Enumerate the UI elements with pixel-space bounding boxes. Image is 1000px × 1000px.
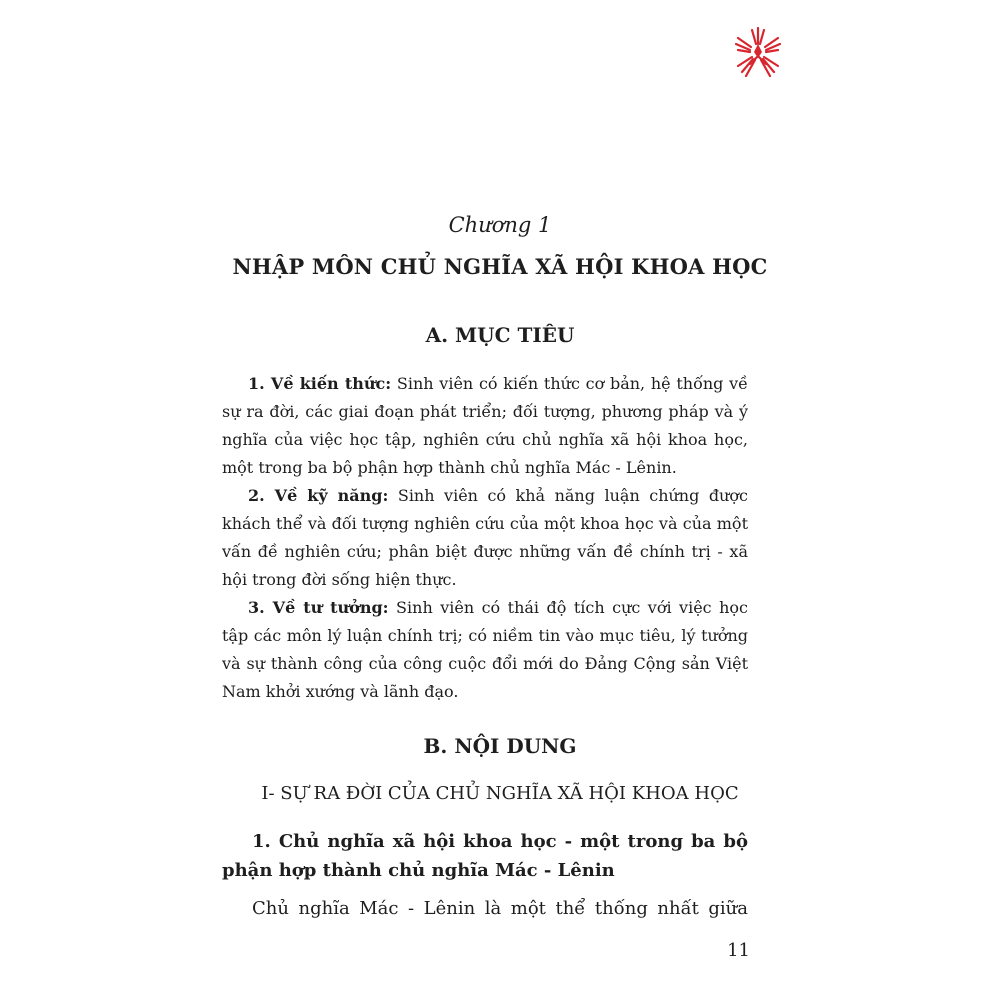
objectives-body — [222, 370, 748, 706]
objective-label: 3. Về tư tưởng: — [248, 598, 389, 617]
subsection-heading-text: 1. Chủ nghĩa xã hội khoa học - một trong ba bộ phận hợp thành chủ nghĩa Mác - Lênin — [222, 831, 748, 881]
objective-label: 1. Về kiến thức: — [248, 374, 392, 393]
page-number: 11 — [727, 940, 750, 961]
objective-knowledge — [222, 370, 748, 482]
body-text-line — [222, 894, 748, 923]
chapter-title: NHẬP MÔN CHỦ NGHĨA XÃ HỘI KHOA HỌC — [232, 254, 768, 279]
objective-ideology — [222, 594, 748, 706]
subsection-title: I- SỰ RA ĐỜI CỦA CHỦ NGHĨA XÃ HỘI KHOA HỌC — [261, 783, 739, 804]
objective-label: 2. Về kỹ năng: — [248, 486, 389, 505]
subsection-heading — [222, 827, 748, 885]
section-a-title: A. MỤC TIÊU — [425, 323, 575, 347]
objective-text: Sinh viên có thái độ tích cực với việc học tập các môn lý luận chính trị; có niềm tin vào mục tiêu, lý tưởng và sự thành công của công cuộc đổi mới do Đảng Cộng sản Việt Nam khởi xướng và lãnh đạo. — [222, 598, 749, 701]
chapter-label: Chương 1 — [448, 213, 552, 237]
publisher-star-logo — [728, 22, 788, 82]
objective-skills — [222, 482, 748, 594]
objective-text: Sinh viên có khả năng luận chứng được khách thể và đối tượng nghiên cứu của một khoa học và của một vấn đề nghiên cứu; phân biệt được những vấn đề chính trị - xã hội trong đời sống hiện thực. — [222, 486, 748, 589]
section-b-title: B. NỘI DUNG — [423, 734, 577, 758]
body-text-content: Chủ nghĩa Mác - Lênin là một thể thống nhất giữa — [252, 898, 748, 919]
objective-text: Sinh viên có kiến thức cơ bản, hệ thống về sự ra đời, các giai đoạn phát triển; đối tượng, phương pháp và ý nghĩa của việc học tập, nghiên cứu chủ nghĩa xã hội khoa học, một trong ba bộ phận hợp thành chủ nghĩa Mác - Lênin. — [222, 374, 748, 477]
